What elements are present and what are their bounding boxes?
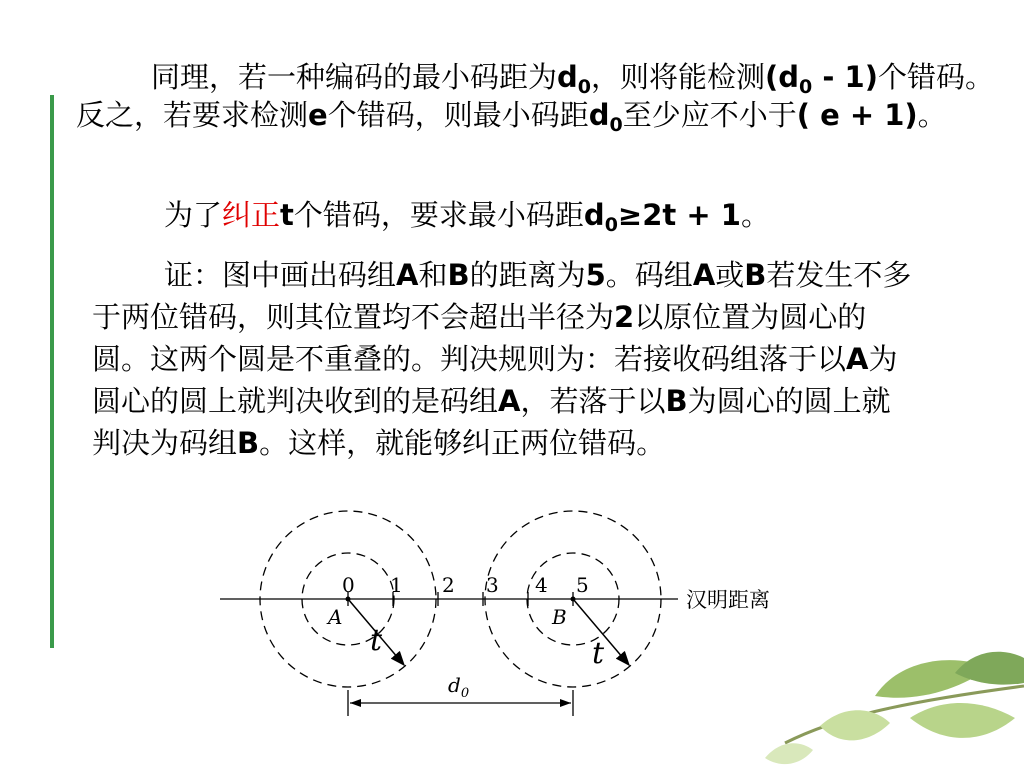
tick-label-1: 1 bbox=[390, 573, 403, 597]
tick-label-5: 5 bbox=[576, 573, 589, 597]
point-a-label: A bbox=[328, 605, 343, 629]
axis-label: 汉明距离 bbox=[686, 588, 770, 612]
bracket-arrowhead-left bbox=[350, 699, 361, 707]
paragraph-correction: 为了纠正t个错码，要求最小码距$d_0\ge 2t + 1$。 bbox=[164, 198, 770, 236]
tick-label-0: 0 bbox=[342, 573, 355, 597]
radius-label-b: t bbox=[592, 636, 605, 671]
highlight-correct: 纠正 bbox=[222, 198, 281, 232]
accent-bar bbox=[50, 95, 54, 648]
distance-label: $d_0$ bbox=[448, 673, 470, 701]
tick-label-3: 3 bbox=[486, 573, 499, 597]
paragraph-detection: 同理，若一种编码的最小码距为$d_0$，则将能检测$(d_0 - 1)$个错码。反之，若要求检测e个错码，则最小码距$d_0$至少应不小于( e + 1)。 bbox=[76, 60, 994, 136]
paragraph-proof: 证：图中画出码组A和B的距离为5。码组A或B若发生不多于两位错码，则其位置均不会超出半径为2以原位置为圆心的圆。这两个圆是不重叠的。判决规则为：若接收码组落于以A为圆心的圆上就判决收到的是码组A，若落于以B为圆心的圆上就判决为码组B。这样，就能够纠正两位错码。 bbox=[92, 258, 912, 460]
bracket-arrowhead-right bbox=[560, 699, 571, 707]
tick-label-4: 4 bbox=[535, 573, 548, 597]
point-b-label: B bbox=[552, 605, 567, 629]
tick-label-2: 2 bbox=[442, 573, 455, 597]
radius-label-a: t bbox=[370, 623, 383, 658]
leaf-decoration bbox=[725, 648, 1024, 768]
